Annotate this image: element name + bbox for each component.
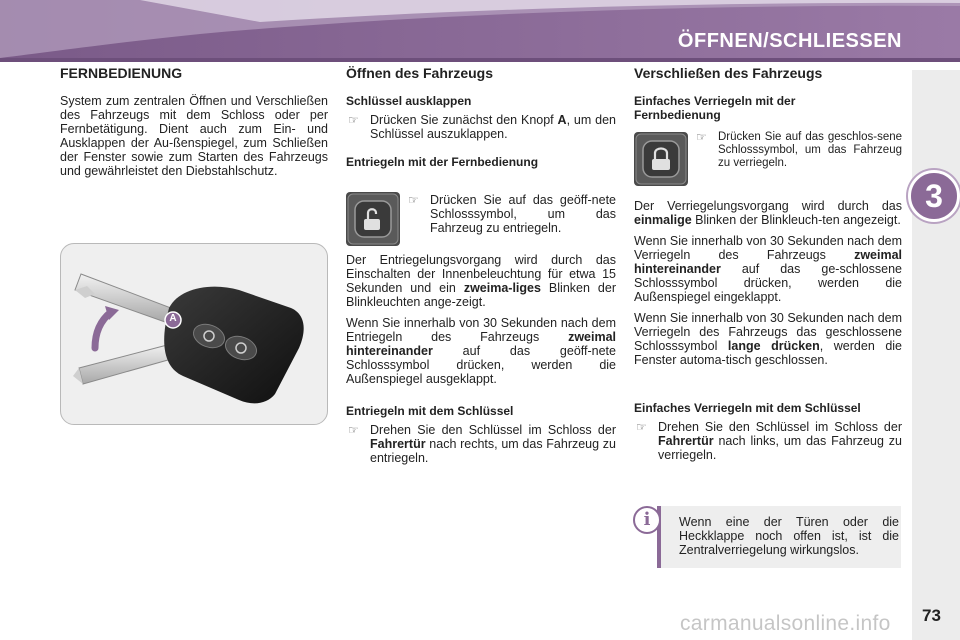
info-icon: i	[633, 506, 661, 534]
lock-para-2: Wenn Sie innerhalb von 30 Sekunden nach dem Verriegeln des Fahrzeugs zweimal hintereinander auf das ge-schlossene Schlosssymbol drücken, werden die Außenspiegel eingeklappt.	[634, 234, 903, 304]
section-heading-opening: Öffnen des Fahrzeugs	[346, 65, 494, 81]
subheading-unlock-key: Entriegeln mit dem Schlüssel	[346, 404, 514, 418]
pointing-hand-icon: ☞	[408, 193, 419, 207]
remote-intro-text: System zum zentralen Öffnen und Verschließen des Fahrzeugs mit dem Schloss oder per Fernbetätigung. Dient auch zum Ein- und Ausklappen der Au-ßenspiegel, zum Schließen der Fenster sowie zum Starten des Fahrzeugs und gewährleistet den Diebstahlschutz.	[60, 94, 328, 178]
subheading-lock-key: Einfaches Verriegeln mit dem Schlüssel	[634, 401, 861, 415]
watermark: carmanualsonline.info	[680, 612, 891, 635]
page-title: ÖFFNEN/SCHLIESSEN	[677, 30, 902, 52]
button-a-label: A	[169, 313, 177, 324]
subheading-lock-remote: Einfaches Verriegeln mit der Fernbedienung	[634, 94, 796, 122]
section-heading-remote: FERNBEDIENUNG	[60, 65, 183, 81]
lock-para-3: Wenn Sie innerhalb von 30 Sekunden nach dem Verriegeln des Fahrzeugs das geschlossene Schlosssymbol lange drücken, werden die Fenster automa-tisch geschlossen.	[634, 311, 903, 367]
pointing-hand-icon: ☞	[696, 130, 707, 144]
page-number: 73	[922, 606, 941, 625]
key-illustration	[60, 243, 328, 425]
lock-open-icon	[346, 192, 400, 246]
unlock-para-1: Der Entriegelungsvorgang wird durch das Einschalten der Innenbeleuchtung für etwa 15 Sekunden und ein zweima-liges Blinken der Blinkleuchten ange-zeigt.	[346, 253, 616, 309]
remote-key-icon	[61, 244, 329, 426]
section-heading-locking: Verschließen des Fahrzeugs	[634, 65, 823, 81]
pointing-hand-icon: ☞	[348, 423, 359, 437]
bullet-unfold-key: ☞ Drücken Sie zunächst den Knopf A, um den Schlüssel auszuklappen.	[348, 113, 617, 141]
side-strip	[912, 70, 960, 640]
bullet-lock-key: ☞ Drehen Sie den Schlüssel im Schloss der Fahrertür nach links, um das Fahrzeug zu verriegeln.	[636, 420, 902, 462]
lock-closed-button-image	[634, 132, 688, 186]
chapter-tab[interactable]	[908, 170, 960, 222]
bullet-unlock-key: ☞ Drehen Sie den Schlüssel im Schloss der Fahrertür nach rechts, um das Fahrzeug zu entriegeln.	[348, 423, 616, 465]
bullet-unlock-remote: ☞ Drücken Sie auf das geöff-nete Schlosssymbol, um das Fahrzeug zu entriegeln.	[408, 193, 616, 235]
column-remote-control	[60, 66, 328, 185]
lock-closed-icon	[634, 132, 688, 186]
pointing-hand-icon: ☞	[636, 420, 647, 434]
header-band	[0, 0, 960, 62]
pointing-hand-icon: ☞	[348, 113, 359, 127]
unlock-para-2: Wenn Sie innerhalb von 30 Sekunden nach dem Entriegeln des Fahrzeugs zweimal hintereinander auf das geöff-nete Schlosssymbol drücken, werden die Außenspiegel ausgeklappt.	[346, 316, 616, 386]
bullet-lock-remote: ☞ Drücken Sie auf das geschlos-sene Schlosssymbol, um das Fahrzeug zu verriegeln.	[696, 130, 902, 169]
lock-open-button-image	[346, 192, 400, 246]
subheading-unfold-key: Schlüssel ausklappen	[346, 94, 472, 108]
info-note-text: Wenn eine der Türen oder die Heckklappe noch offen ist, ist die Zentralverriegelung wirkungslos.	[679, 515, 899, 557]
info-note	[657, 506, 901, 568]
column-locking	[634, 66, 902, 472]
lock-para-1: Der Verriegelungsvorgang wird durch das einmalige Blinken der Blinkleuch-ten angezeigt.	[634, 199, 902, 227]
column-opening	[346, 66, 616, 475]
chapter-number: 3	[925, 178, 943, 214]
subheading-unlock-remote: Entriegeln mit der Fernbedienung	[346, 155, 539, 169]
